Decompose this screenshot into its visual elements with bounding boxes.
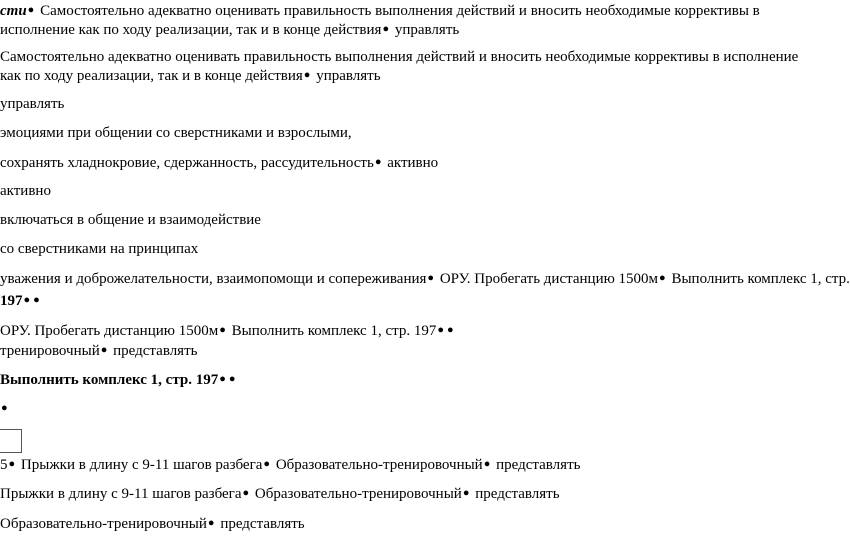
paragraph-14-part-b: Образовательно-тренировочный	[275, 457, 483, 473]
paragraph-9-part-c: Выполнить комплекс 1, стр.	[671, 271, 850, 287]
paragraph-8-text: со сверстниками на принципах	[0, 241, 199, 257]
paragraph-9	[0, 269, 850, 288]
paragraph-16-part-a: Образовательно-тренировочный	[0, 516, 207, 532]
paragraph-16-part-b: представлять	[220, 516, 305, 532]
bullet-icon: ●	[27, 4, 35, 16]
paragraph-15-part-b: Образовательно-тренировочный	[254, 486, 462, 502]
paragraph-5	[0, 153, 438, 172]
paragraph-11-part-b: представлять	[113, 343, 198, 359]
bullet-icon: ●	[33, 294, 40, 306]
bullet-icon: ●	[382, 23, 390, 35]
paragraph-9-part-b: ОРУ. Пробегать дистанцию 1500м	[439, 271, 659, 287]
paragraph-13	[0, 399, 10, 418]
paragraph-11	[0, 341, 197, 360]
bullet-icon: ●	[207, 517, 215, 529]
bullet-icon: ●	[374, 156, 382, 168]
bullet-icon: ●	[23, 294, 31, 306]
paragraph-10-part-b: Выполнить комплекс 1, стр. 197	[231, 323, 437, 339]
bullet-icon: ●	[437, 324, 445, 336]
paragraph-1	[0, 1, 812, 39]
paragraph-2-tail: управлять	[316, 68, 381, 84]
paragraph-15	[0, 484, 560, 503]
paragraph-4	[0, 124, 352, 142]
paragraph-14-number: 5	[0, 457, 8, 473]
paragraph-11-part-a: тренировочный	[0, 343, 100, 359]
paragraph-1-text: Самостоятельно адекватно оценивать правильность выполнения действий и вносить необходимые коррективы в исполнение как по ходу реализации, так и в конце действия	[0, 3, 760, 38]
bullet-icon: ●	[263, 458, 271, 470]
paragraph-14-part-c: представлять	[496, 457, 581, 473]
bullet-icon: ●	[483, 458, 491, 470]
bullet-icon: ●	[8, 458, 16, 470]
bullet-icon: ●	[242, 487, 250, 499]
paragraph-1-prefix: сти	[0, 3, 27, 19]
paragraph-3-text: управлять	[0, 96, 65, 112]
paragraph-4-text: эмоциями при общении со сверстниками и взрослыми,	[0, 125, 352, 141]
paragraph-6	[0, 182, 51, 200]
bullet-icon: ●	[228, 373, 236, 385]
bullet-icon: ●	[1, 402, 8, 414]
paragraph-16	[0, 514, 305, 533]
paragraph-15-part-c: представлять	[475, 486, 560, 502]
paragraph-12	[0, 370, 238, 389]
paragraph-8	[0, 240, 198, 258]
paragraph-5-text: сохранять хладнокровие, сдержанность, рассудительность	[0, 155, 374, 171]
paragraph-14-part-a: Прыжки в длину с 9-11 шагов разбега	[20, 457, 263, 473]
paragraph-9-part-d: 197	[0, 293, 23, 309]
paragraph-12-text: Выполнить комплекс 1, стр. 197	[0, 372, 219, 388]
paragraph-1-tail: управлять	[394, 22, 460, 38]
bullet-icon: ●	[219, 373, 226, 385]
paragraph-6-text: активно	[0, 183, 51, 199]
paragraph-14	[0, 455, 580, 474]
bullet-icon: ●	[462, 487, 470, 499]
table-cell-fragment	[0, 429, 22, 453]
bullet-icon: ●	[659, 272, 666, 284]
paragraph-7-text: включаться в общение и взаимодействие	[0, 212, 261, 228]
paragraph-10-part-a: ОРУ. Пробегать дистанцию 1500м	[0, 323, 219, 339]
paragraph-9-part-a: уважения и доброжелательности, взаимопомощи и сопереживания	[0, 271, 427, 287]
bullet-icon: ●	[303, 69, 311, 81]
paragraph-7	[0, 211, 261, 229]
paragraph-2-text: Самостоятельно адекватно оценивать правильность выполнения действий и вносить необходимые коррективы в исполнение как по ходу реализации, так и в конце действия	[0, 49, 799, 84]
paragraph-10	[0, 321, 456, 340]
bullet-icon: ●	[219, 324, 226, 336]
bullet-icon: ●	[427, 272, 435, 284]
bullet-icon: ●	[447, 324, 454, 336]
paragraph-5-tail: активно	[387, 155, 439, 171]
paragraph-9-continued	[0, 291, 42, 310]
paragraph-2	[0, 48, 812, 85]
bullet-icon: ●	[100, 344, 108, 356]
paragraph-15-part-a: Прыжки в длину с 9-11 шагов разбега	[0, 486, 242, 502]
paragraph-3	[0, 95, 64, 113]
